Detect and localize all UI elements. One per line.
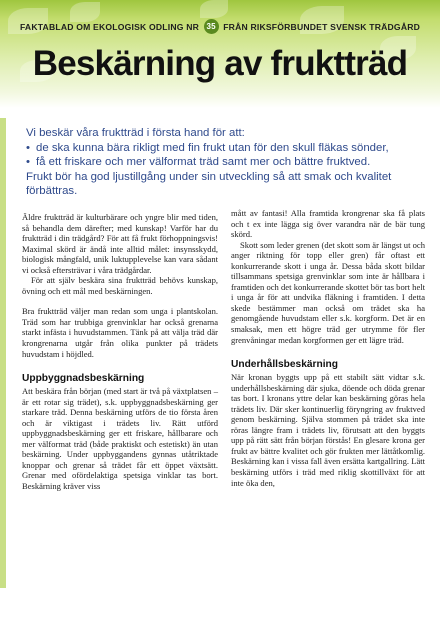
section-heading: Underhållsbeskärning bbox=[231, 359, 338, 371]
paragraph: Skott som leder grenen (det skott som är längst ut och anger riktning för topp eller gren) får oftast ett konkurrerande skott i unga år. Dessa båda skott bildar tillsammans spetsiga grenvinklar som inte är hållbara i framtiden och det konkurrerande skottet bör tas bort helt i unga år för att undvika fläkning i framtiden. I detta skede bestämmer man också om trädet ska ha genomgående huvudstam eller s.k. korgform. Det är en smaksak, men ett högre träd ger utrymme för fler grenvåningar medan korgformen ger ett lägre träd. bbox=[231, 239, 425, 345]
series-label: FAKTABLAD OM EKOLOGISK ODLING NR bbox=[19, 21, 200, 32]
intro-line: Vi beskär våra fruktträd i första hand för att: bbox=[26, 127, 245, 139]
section-heading: Uppbyggnadsbeskärning bbox=[22, 373, 145, 385]
publisher-label: FRÅN RIKSFÖRBUNDET SVENSK TRÄDGÅRD bbox=[223, 21, 421, 32]
intro-lead bbox=[26, 126, 422, 199]
intro-bullet: • få ett friskare och mer välformat träd samt mer och bättre fruktved. bbox=[26, 156, 371, 169]
side-accent-bar bbox=[0, 118, 6, 588]
paragraph: När kronan byggts upp på ett stabilt sätt vidtar s.k. underhållsbeskärning där sjuka, döende och döda grenar tas bort. I kronans yttre delar kan beskärning göras hela trädets liv. Där sker kontinuerlig föryngring av fruktved genom beskärning. Själva stommen på trädet ska inte röras längre fram i trädets liv, förutsatt att den byggts upp på rätt sätt från början förstås! En glesare krona ger frukt av bättre kvalitet och gör frukten mer lättåtkomlig. Beskärning kan i vissa fall även ersätta kartgallring. Lätt beskärning utförs i träd med riklig skottillväxt för att inte öka den, bbox=[231, 372, 425, 488]
paragraph: För att själv beskära sina fruktträd behövs kunskap, övning och ett mål med beskärningen. bbox=[22, 275, 218, 296]
page-title: Beskärning av fruktträd bbox=[32, 44, 408, 83]
bullet-mark: • bbox=[26, 156, 30, 169]
intro-bullet: • de ska kunna bära rikligt med fin frukt utan för den skull fläkas sönder, bbox=[26, 141, 389, 154]
header-banner bbox=[0, 0, 440, 108]
series-line bbox=[0, 20, 440, 35]
right-column bbox=[231, 208, 425, 488]
paragraph: Bra fruktträd väljer man redan som unga i plantskolan. Träd som har trubbiga grenvinklar har också grenarna starkt infästa i huvudstammen. Tänk på att välja träd där krongrenarna utgår från olika punkter på trädets huvudstam i höjdled. bbox=[22, 306, 218, 359]
issue-number-badge: 35 bbox=[204, 19, 219, 34]
paragraph: mått av fantasi! Alla framtida krongrenar ska få plats och t ex inte lägga sig över varandra när de bär tung skörd. bbox=[231, 208, 425, 240]
intro-line: förbättras. bbox=[26, 185, 78, 198]
intro-line: Frukt bör ha god ljustillgång under sin utveckling så att smak och kvalitet bbox=[26, 170, 392, 183]
left-column bbox=[22, 212, 218, 492]
paragraph: Att beskära från början (med start är två på växtplatsen – är ett rotar sig trädet), s.k. uppbyggnadsbeskärning ger starkare träd. Denna beskärning utförs de tio första åren och är viktigast i trädets liv. Rätt utförd uppbyggnadsbeskärning ger ett friskare, hållbarare och mer välformat träd (både praktiskt och estetiskt) än utan beskärning. Under uppbyggandens gynnas utåtriktade knoppar och grenar så trädet får ett öppet växtsätt. Grenar med ofördelaktiga spetsiga vinklar tas bort. Beskärning kräver viss bbox=[22, 386, 218, 492]
bullet-mark: • bbox=[26, 141, 30, 154]
paragraph: Äldre fruktträd är kulturbärare och yngre blir med tiden, så behandla dem därefter; med kunskap! Varför har du fruktträd i din trädgård? För att få frukt förhoppningsvis! Maximal skörd är ändå inte alltid målet: insynsskydd, biologisk mångfald, unik luktupplevelse kan vara sådant vi också eftersträvar i våra trädgårdar. bbox=[22, 212, 218, 275]
